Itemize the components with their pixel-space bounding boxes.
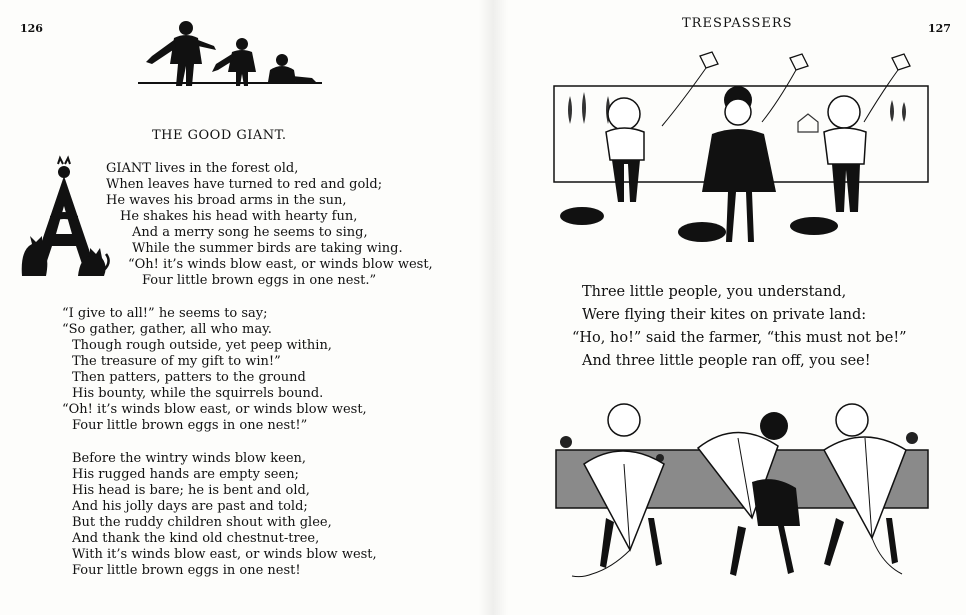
poem-line: And a merry song he seems to sing,	[132, 225, 368, 240]
poem-line: His bounty, while the squirrels bound.	[72, 386, 324, 401]
poem-line: GIANT lives in the forest old,	[106, 161, 299, 176]
poem-line: Then patters, patters to the ground	[72, 370, 306, 385]
poem-line: Four little brown eggs in one nest.”	[142, 273, 377, 288]
poem-line: His head is bare; he is bent and old,	[72, 483, 310, 498]
poem-line: With it’s winds blow east, or winds blow west,	[72, 547, 377, 562]
poem-line: He shakes his head with hearty fun,	[120, 209, 358, 224]
poem-line: “So gather, gather, all who may.	[62, 322, 272, 337]
poem-line: And his jolly days are past and told;	[72, 499, 308, 514]
poem-line: His rugged hands are empty seen;	[72, 467, 299, 482]
poem-line: When leaves have turned to red and gold;	[106, 177, 383, 192]
page-number-right: 127	[928, 22, 951, 35]
poem-line: Four little brown eggs in one nest!	[72, 563, 301, 578]
page-gutter	[478, 0, 508, 615]
poem-line: “Oh! it’s winds blow east, or winds blow west,	[128, 257, 433, 272]
verse-line: Were flying their kites on private land:	[582, 307, 867, 323]
poem-line: And thank the kind old chestnut-tree,	[72, 531, 320, 546]
poem-line: Four little brown eggs in one nest!”	[72, 418, 308, 433]
giant-silhouette-illustration	[136, 16, 326, 96]
poem-line: While the summer birds are taking wing.	[132, 241, 403, 256]
verse-line: Three little people, you understand,	[582, 284, 847, 300]
poem-line: Though rough outside, yet peep within,	[72, 338, 332, 353]
poem-line: “Oh! it’s winds blow east, or winds blow west,	[62, 402, 367, 417]
poem-line: Before the wintry winds blow keen,	[72, 451, 307, 466]
kites-behind-wall-illustration	[552, 398, 932, 593]
verse-line: And three little people ran off, you see!	[582, 353, 871, 369]
poem-line: But the ruddy children shout with glee,	[72, 515, 332, 530]
kite-flying-illustration	[552, 52, 932, 257]
decorative-initial-a	[20, 158, 108, 280]
poem-line: He waves his broad arms in the sun,	[106, 193, 347, 208]
poem-line: “I give to all!” he seems to say;	[62, 306, 268, 321]
poem-title: THE GOOD GIANT.	[152, 128, 287, 143]
page-number-left: 126	[20, 22, 43, 35]
verse-line: “Ho, ho!” said the farmer, “this must not be!”	[572, 330, 907, 346]
poem-line: The treasure of my gift to win!”	[72, 354, 281, 369]
running-head: TRESPASSERS	[682, 16, 793, 31]
